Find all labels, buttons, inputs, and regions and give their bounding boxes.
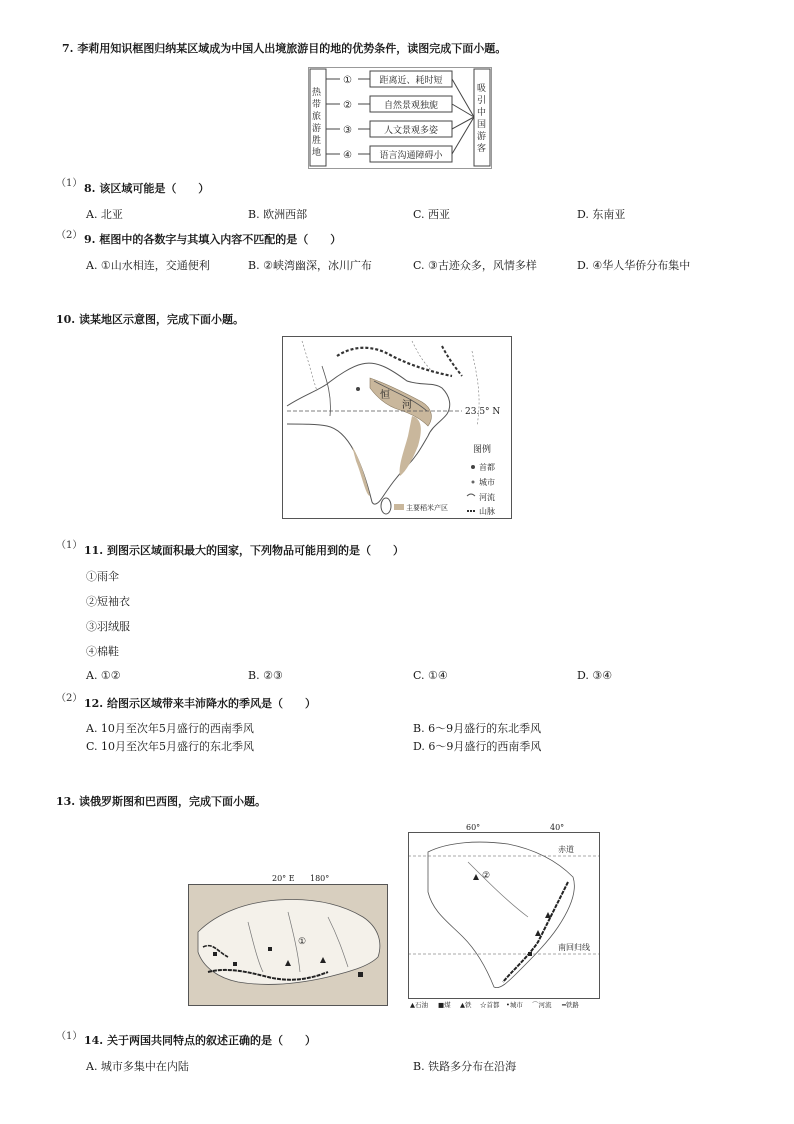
q12-stem: 12. 给图示区域带来丰沛降水的季风是（ ） (84, 697, 316, 710)
diag-num-3: ④ (343, 150, 352, 161)
q14-subnum: （1） (56, 1031, 83, 1042)
brazil-legend-river: ⌒河流 (532, 1001, 552, 1009)
brazil-tropic: 南回归线 (558, 943, 590, 952)
diag-right-2: 中 (477, 108, 487, 118)
q9-subnum: （2） (56, 230, 83, 241)
brazil-legend-oil: ▲石油 (410, 1001, 428, 1009)
diag-item-2: 人文景观多姿 (383, 126, 439, 136)
q11-option-b[interactable]: B. ②③ (248, 669, 283, 682)
diag-num-0: ① (343, 75, 352, 86)
q7-stem: 7. 李莉用知识框图归纳某区域成为中国人出境旅游目的地的优势条件，读图完成下面小题。 (62, 42, 507, 55)
diag-left-4: 胜 (312, 136, 322, 146)
q11-subnum: （1） (56, 540, 83, 551)
brazil-lon2: 40° (550, 823, 565, 832)
map-label-ganga-2: 河 (402, 400, 412, 411)
brazil-equator: 赤道 (558, 845, 574, 854)
brazil-map (408, 822, 600, 1010)
q8-subnum: （1） (56, 178, 83, 189)
q12-option-b[interactable]: B. 6～9月盛行的东北季风 (413, 722, 542, 735)
q14-option-b[interactable]: B. 铁路多分布在沿海 (413, 1060, 517, 1073)
q14-option-a[interactable]: A. 城市多集中在内陆 (86, 1060, 189, 1073)
q11-option-c[interactable]: C. ①④ (413, 669, 448, 682)
russia-map (188, 872, 388, 1006)
q12-option-c[interactable]: C. 10月至次年5月盛行的东北季风 (86, 740, 255, 753)
q11-item-2: ②短袖衣 (86, 595, 130, 608)
brazil-legend-city: •城市 (506, 1001, 523, 1009)
q12-subnum: （2） (56, 693, 83, 704)
q11-item-4: ④棉鞋 (86, 645, 119, 658)
map-legend-title: 图例 (473, 445, 492, 455)
brazil-legend-iron: ▲铁 (460, 1001, 472, 1009)
q9-option-a[interactable]: A. ①山水相连，交通便利 (86, 259, 210, 272)
q11-option-a[interactable]: A. ①② (86, 669, 121, 682)
q14-stem: 14. 关于两国共同特点的叙述正确的是（ ） (84, 1034, 316, 1047)
q11-item-1: ①雨伞 (86, 570, 119, 583)
diag-left-5: 地 (312, 148, 322, 158)
map-legend-river: 河流 (479, 493, 495, 502)
q8-option-a[interactable]: A. 北亚 (86, 208, 123, 221)
diag-right-5: 客 (477, 144, 487, 154)
q8-option-c[interactable]: C. 西亚 (413, 208, 451, 221)
map-legend-mountain: 山脉 (479, 507, 495, 516)
map-legend-city: 城市 (479, 478, 495, 487)
q12-option-a[interactable]: A. 10月至次年5月盛行的西南季风 (86, 722, 254, 735)
map-latitude: 23.5° N (465, 407, 501, 417)
q10-map (282, 336, 512, 519)
q12-option-d[interactable]: D. 6～9月盛行的西南季风 (413, 740, 542, 753)
russia-lon2: 180° (310, 874, 330, 883)
q9-option-b[interactable]: B. ②峡湾幽深，冰川广布 (248, 259, 372, 272)
diag-left-1: 带 (312, 100, 322, 110)
q9-option-d[interactable]: D. ④华人华侨分布集中 (577, 259, 691, 272)
diag-num-2: ③ (343, 125, 352, 136)
q9-option-c[interactable]: C. ③古迹众多，风情多样 (413, 259, 537, 272)
q11-option-d[interactable]: D. ③④ (577, 669, 613, 682)
russia-label: ① (298, 937, 307, 947)
brazil-legend-coal: ■煤 (438, 1001, 451, 1009)
q13-stem: 13. 读俄罗斯图和巴西图，完成下面小题。 (56, 795, 266, 808)
russia-lon1: 20° E (272, 874, 295, 883)
diag-num-1: ② (343, 100, 352, 111)
brazil-label: ② (482, 871, 491, 881)
map-legend-rice: 主要稻米产区 (406, 504, 448, 512)
map-label-ganga-1: 恒 (380, 390, 390, 401)
q8-stem: 8. 该区域可能是（ ） (84, 182, 210, 195)
diag-item-0: 距离近、耗时短 (379, 76, 443, 86)
q9-stem: 9. 框图中的各数字与其填入内容不匹配的是（ ） (84, 233, 342, 246)
diag-right-0: 吸 (477, 84, 487, 94)
diag-left-3: 游 (312, 124, 322, 134)
diag-left-2: 旅 (312, 112, 322, 122)
diag-item-3: 语言沟通障碍小 (379, 151, 443, 161)
q8-option-d[interactable]: D. 东南亚 (577, 208, 626, 221)
brazil-legend-rail: ━铁路 (562, 1001, 579, 1009)
q7-diagram (308, 67, 492, 169)
q8-option-b[interactable]: B. 欧洲西部 (248, 208, 308, 221)
diag-left-0: 热 (312, 88, 322, 98)
diag-right-4: 游 (477, 132, 487, 142)
q10-stem: 10. 读某地区示意图，完成下面小题。 (56, 313, 244, 326)
diag-right-1: 引 (477, 96, 487, 106)
brazil-lon1: 60° (466, 823, 481, 832)
q11-item-3: ③羽绒服 (86, 620, 130, 633)
brazil-legend-capital: ☆首都 (480, 1001, 500, 1009)
map-legend-capital: 首都 (479, 463, 495, 472)
q11-stem: 11. 到图示区域面积最大的国家，下列物品可能用到的是（ ） (84, 544, 404, 557)
diag-item-1: 自然景观独旎 (383, 101, 439, 111)
diag-right-3: 国 (477, 120, 487, 130)
